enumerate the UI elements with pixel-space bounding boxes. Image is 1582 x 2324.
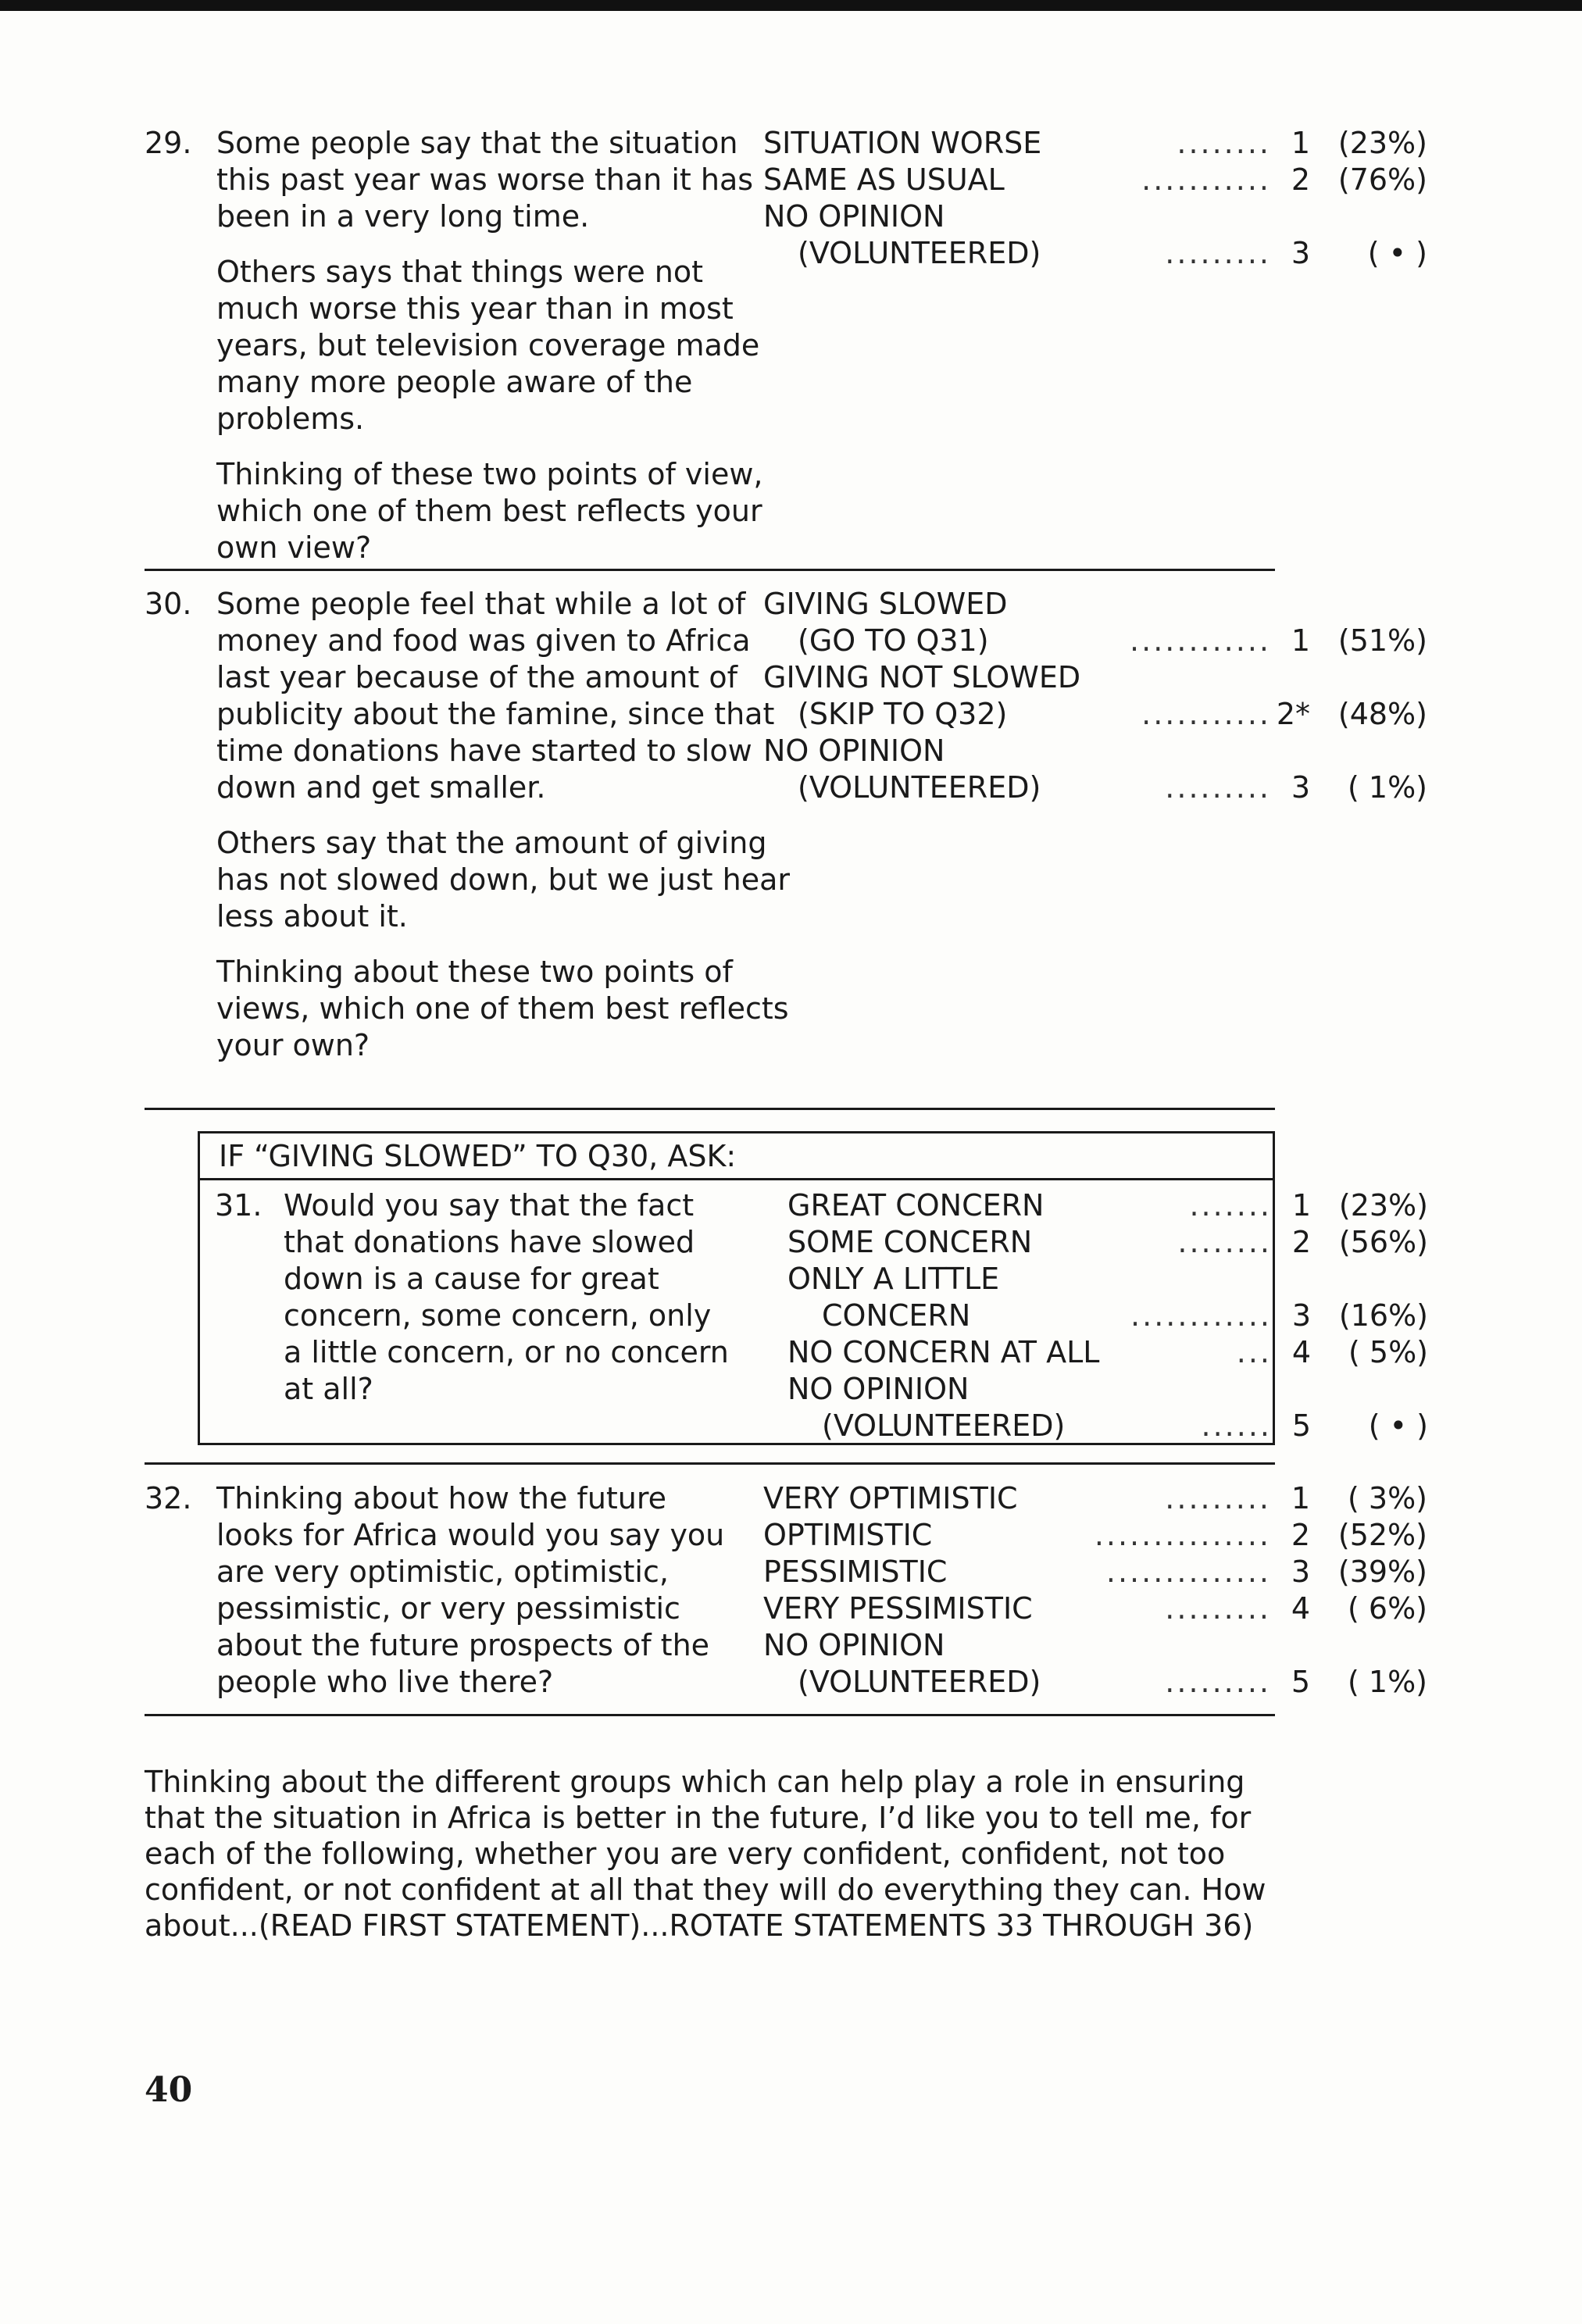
- question-number: 32.: [145, 1481, 192, 1515]
- question-paragraph: Would you say that the fact that donations have slowed down is a cause for great concern, some concern, only a little concern, or no concern at all?: [284, 1188, 729, 1406]
- question-paragraph: Some people say that the situation this past year was worse than it has been in a very long time.: [216, 126, 754, 234]
- answer-option: GIVING SLOWED: [763, 587, 1008, 621]
- answer-option: PESSIMISTIC .............. 3 (39%): [763, 1555, 1427, 1589]
- question-text: [284, 1187, 737, 1426]
- answer-option: SITUATION WORSE ........ 1 (23%): [763, 126, 1427, 160]
- question-paragraph: Thinking about these two points of views, which one of them best reflects your own?: [216, 955, 789, 1062]
- answer-option: NO OPINION: [787, 1372, 970, 1406]
- answer-option: (VOLUNTEERED) ......... 3 ( • ): [798, 236, 1427, 270]
- answer-option: (GO TO Q31) ............ 1 (51%): [798, 623, 1427, 658]
- question-paragraph: Some people feel that while a lot of money and food was given to Africa last year because of the amount of publicity about the famine, since that time donations have started to slow down and get smaller.: [216, 587, 775, 805]
- question-paragraph: Others says that things were not much worse this year than in most years, but television coverage made many more people aware of the problems.: [216, 255, 760, 436]
- question-text: [216, 125, 795, 585]
- answer-option: (SKIP TO Q32) ........... 2* (48%): [798, 697, 1427, 731]
- answer-option: GREAT CONCERN ....... 1 (23%): [787, 1188, 1428, 1223]
- answer-list: [787, 1187, 1428, 1444]
- answer-option: (VOLUNTEERED) ......... 3 ( 1%): [798, 770, 1427, 805]
- question-paragraph: Thinking about how the future looks for Africa would you say you are very optimistic, optimistic, pessimistic, or very pessimistic about the future prospects of the people who live there?: [216, 1481, 725, 1699]
- question-number: 29.: [145, 126, 192, 160]
- answer-list: [763, 125, 1427, 272]
- section-divider: [145, 1462, 1275, 1465]
- answer-option: OPTIMISTIC ............... 2 (52%): [763, 1518, 1427, 1552]
- section-divider: [145, 1714, 1275, 1716]
- answer-list: [763, 586, 1427, 806]
- answer-option: VERY OPTIMISTIC ......... 1 ( 3%): [763, 1481, 1427, 1515]
- answer-option: NO OPINION: [763, 734, 945, 768]
- answer-option: NO CONCERN AT ALL ... 4 ( 5%): [787, 1335, 1428, 1369]
- answer-option: CONCERN ............ 3 (16%): [822, 1298, 1428, 1333]
- answer-option: (VOLUNTEERED) ...... 5 ( • ): [822, 1408, 1428, 1443]
- question-text: [216, 586, 795, 1083]
- answer-option: VERY PESSIMISTIC ......... 4 ( 6%): [763, 1591, 1427, 1626]
- top-border-rule: [0, 0, 1582, 11]
- question-number: 30.: [145, 587, 192, 621]
- instruction-paragraph: Thinking about the different groups which can help play a role in ensuring that the situation in Africa is better in the future, I’d like you to tell me, for each of the following, whether you are very confident, confident, not too confident, or not confident at all that they will do everything they can. How about...(READ FIRST STATEMENT)...ROTATE STATEMENTS 33 THROUGH 36): [145, 1765, 1266, 1943]
- answer-option: NO OPINION: [763, 1628, 945, 1662]
- question-text: [216, 1480, 748, 1719]
- answer-option: NO OPINION: [763, 199, 945, 234]
- answer-option: SOME CONCERN ........ 2 (56%): [787, 1225, 1428, 1259]
- section-divider: [145, 569, 1275, 571]
- question-paragraph: Others say that the amount of giving has not slowed down, but we just hear less about it.: [216, 826, 791, 934]
- answer-option: (VOLUNTEERED) ......... 5 ( 1%): [798, 1665, 1427, 1699]
- conditional-instruction: IF “GIVING SLOWED” TO Q30, ASK:: [200, 1133, 1273, 1180]
- page-number: 40: [145, 2070, 193, 2110]
- answer-option: GIVING NOT SLOWED: [763, 660, 1081, 694]
- section-divider: [145, 1108, 1275, 1110]
- answer-option: SAME AS USUAL ........... 2 (76%): [763, 162, 1427, 197]
- question-number: 31.: [215, 1188, 262, 1223]
- answer-option: ONLY A LITTLE: [787, 1262, 1000, 1296]
- answer-list: [763, 1480, 1427, 1701]
- question-paragraph: Thinking of these two points of view, which one of them best reflects your own view?: [216, 457, 763, 565]
